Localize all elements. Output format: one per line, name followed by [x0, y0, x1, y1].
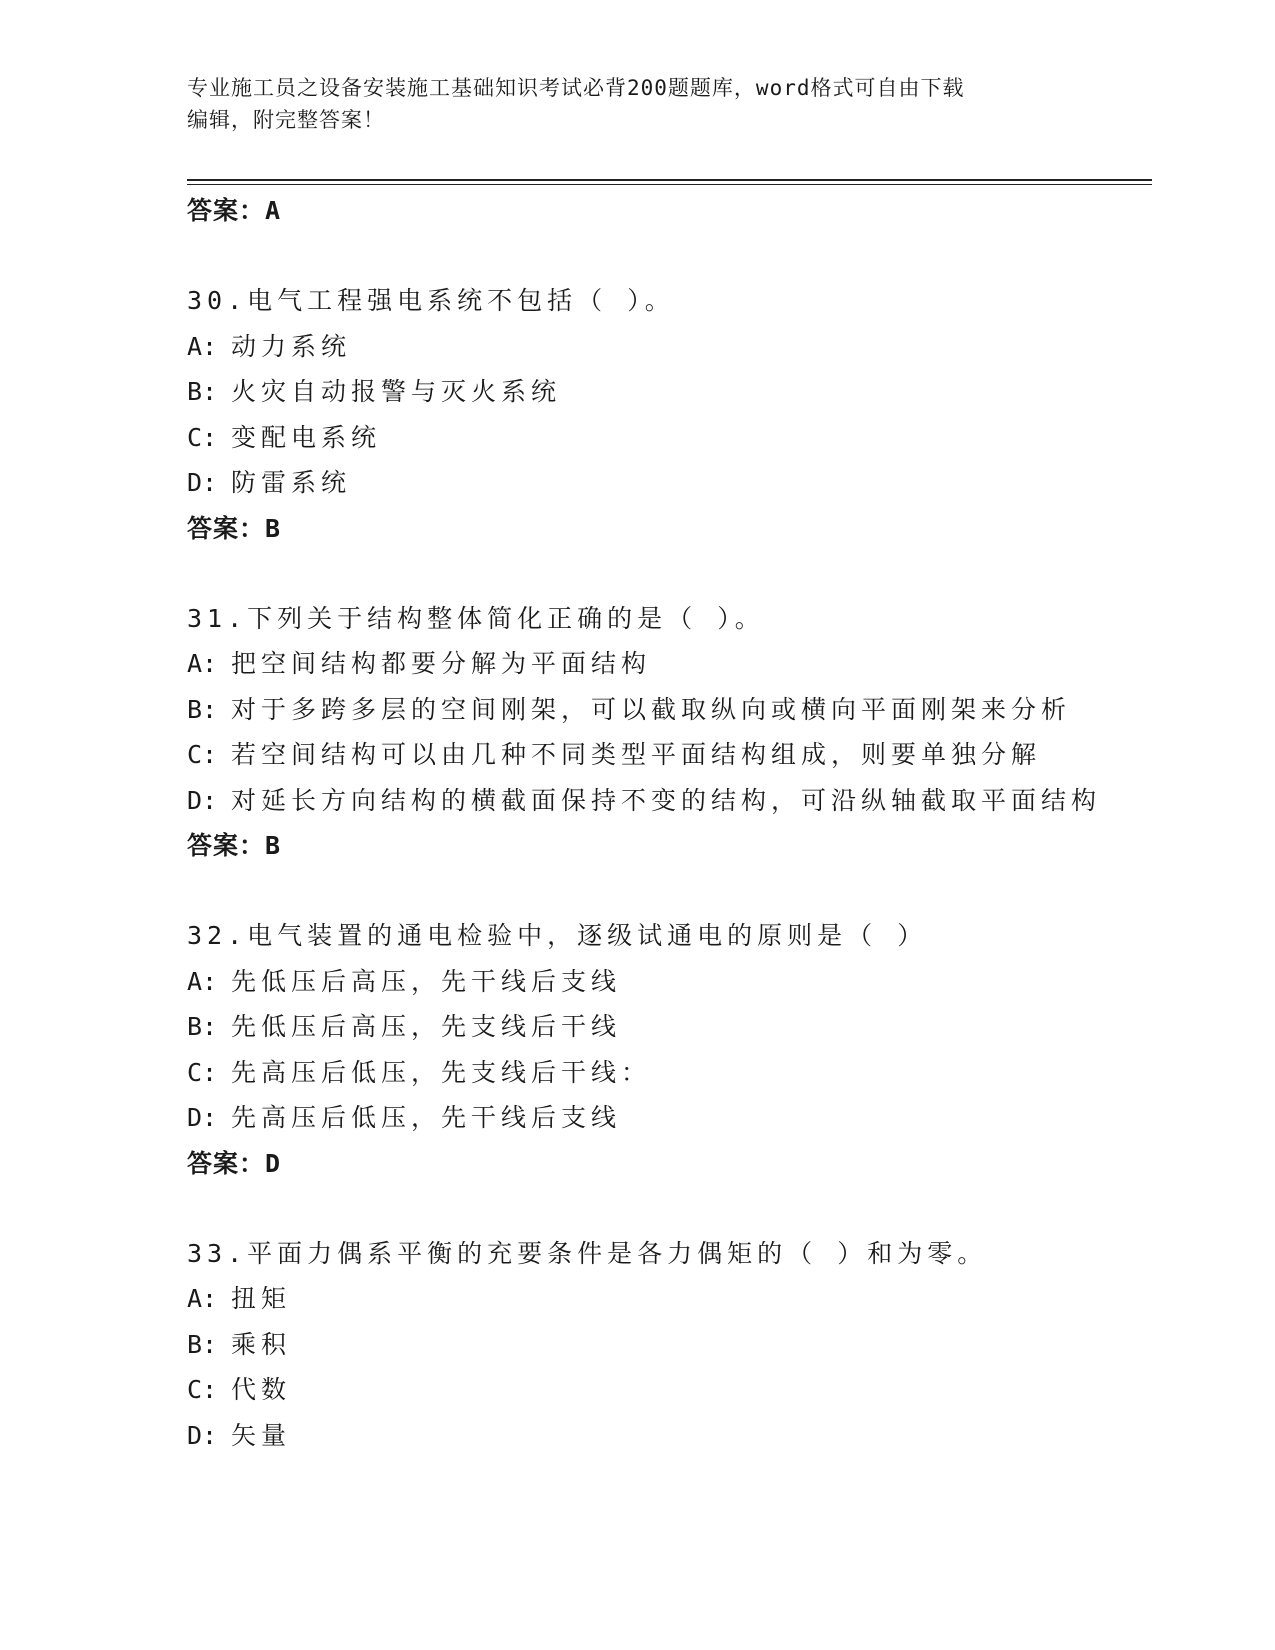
option-text: 代数 [231, 1375, 292, 1404]
option-label: D: [187, 468, 218, 497]
option-text: 先低压后高压，先支线后干线 [231, 1012, 622, 1041]
question-title: 30.电气工程强电系统不包括（ ）。 [187, 286, 675, 315]
option-c [187, 1367, 1147, 1413]
option-text: 先高压后低压，先支线后干线： [231, 1057, 652, 1087]
option-label: A: [187, 1284, 218, 1313]
question-33 [187, 1231, 1147, 1459]
option-text: 对于多跨多层的空间刚架，可以截取纵向或横向平面刚架来分析 [231, 694, 1072, 724]
option-text: 先低压后高压，先干线后支线 [231, 966, 622, 996]
question-31 [187, 596, 1147, 869]
option-text: 动力系统 [231, 331, 352, 361]
header-line-1: 专业施工员之设备安装施工基础知识考试必背200题题库，word格式可自由下载 [187, 76, 965, 100]
option-text: 先高压后低压，先干线后支线 [231, 1103, 622, 1132]
option-a [187, 1276, 1147, 1322]
option-a [187, 324, 1147, 370]
option-c [187, 1050, 1147, 1096]
option-label: D: [187, 785, 218, 815]
option-label: D: [187, 1420, 218, 1450]
option-label: C: [187, 422, 218, 452]
question-title: 31.下列关于结构整体简化正确的是（ ）。 [187, 603, 765, 633]
option-label: A: [187, 966, 218, 996]
answer-line: 答案：D [187, 1148, 282, 1178]
option-label: C: [187, 1057, 218, 1087]
answer-line: 答案：B [187, 831, 282, 860]
option-d [187, 1095, 1147, 1141]
option-label: A: [187, 331, 218, 361]
option-label: A: [187, 649, 218, 678]
option-label: C: [187, 1375, 218, 1404]
option-b [187, 369, 1147, 415]
option-text: 扭矩 [231, 1284, 292, 1313]
option-c [187, 732, 1147, 778]
question-title: 33.平面力偶系平衡的充要条件是各力偶矩的（ ）和为零。 [187, 1238, 988, 1268]
header-divider [187, 179, 1152, 181]
option-text: 乘积 [231, 1329, 292, 1359]
question-30 [187, 278, 1147, 551]
question-32 [187, 913, 1147, 1186]
option-text: 若空间结构可以由几种不同类型平面结构组成，则要单独分解 [231, 740, 1042, 769]
question-title: 32.电气装置的通电检验中，逐级试通电的原则是（ ） [187, 921, 928, 950]
answer-line: 答案：A [187, 196, 282, 225]
option-d [187, 778, 1147, 824]
question-list [187, 188, 1147, 1458]
option-text: 对延长方向结构的横截面保持不变的结构，可沿纵轴截取平面结构 [231, 785, 1102, 815]
option-text: 把空间结构都要分解为平面结构 [231, 649, 652, 678]
option-label: B: [187, 694, 218, 724]
option-label: B: [187, 1329, 218, 1359]
option-text: 变配电系统 [231, 422, 382, 452]
option-text: 矢量 [231, 1420, 292, 1450]
option-text: 防雷系统 [231, 468, 352, 497]
option-b [187, 687, 1147, 733]
option-label: D: [187, 1103, 218, 1132]
option-text: 火灾自动报警与灭火系统 [231, 377, 562, 406]
option-c [187, 415, 1147, 461]
header-divider-thin [187, 184, 1152, 185]
option-a [187, 959, 1147, 1005]
option-d [187, 1413, 1147, 1459]
option-d [187, 460, 1147, 506]
option-a [187, 641, 1147, 687]
option-label: B: [187, 1012, 218, 1041]
option-label: B: [187, 377, 218, 406]
option-b [187, 1004, 1147, 1050]
option-b [187, 1322, 1147, 1368]
option-label: C: [187, 740, 218, 769]
document-header [187, 72, 1087, 136]
answer-line: 答案：B [187, 513, 282, 543]
header-line-2: 编辑，附完整答案！ [187, 108, 385, 132]
